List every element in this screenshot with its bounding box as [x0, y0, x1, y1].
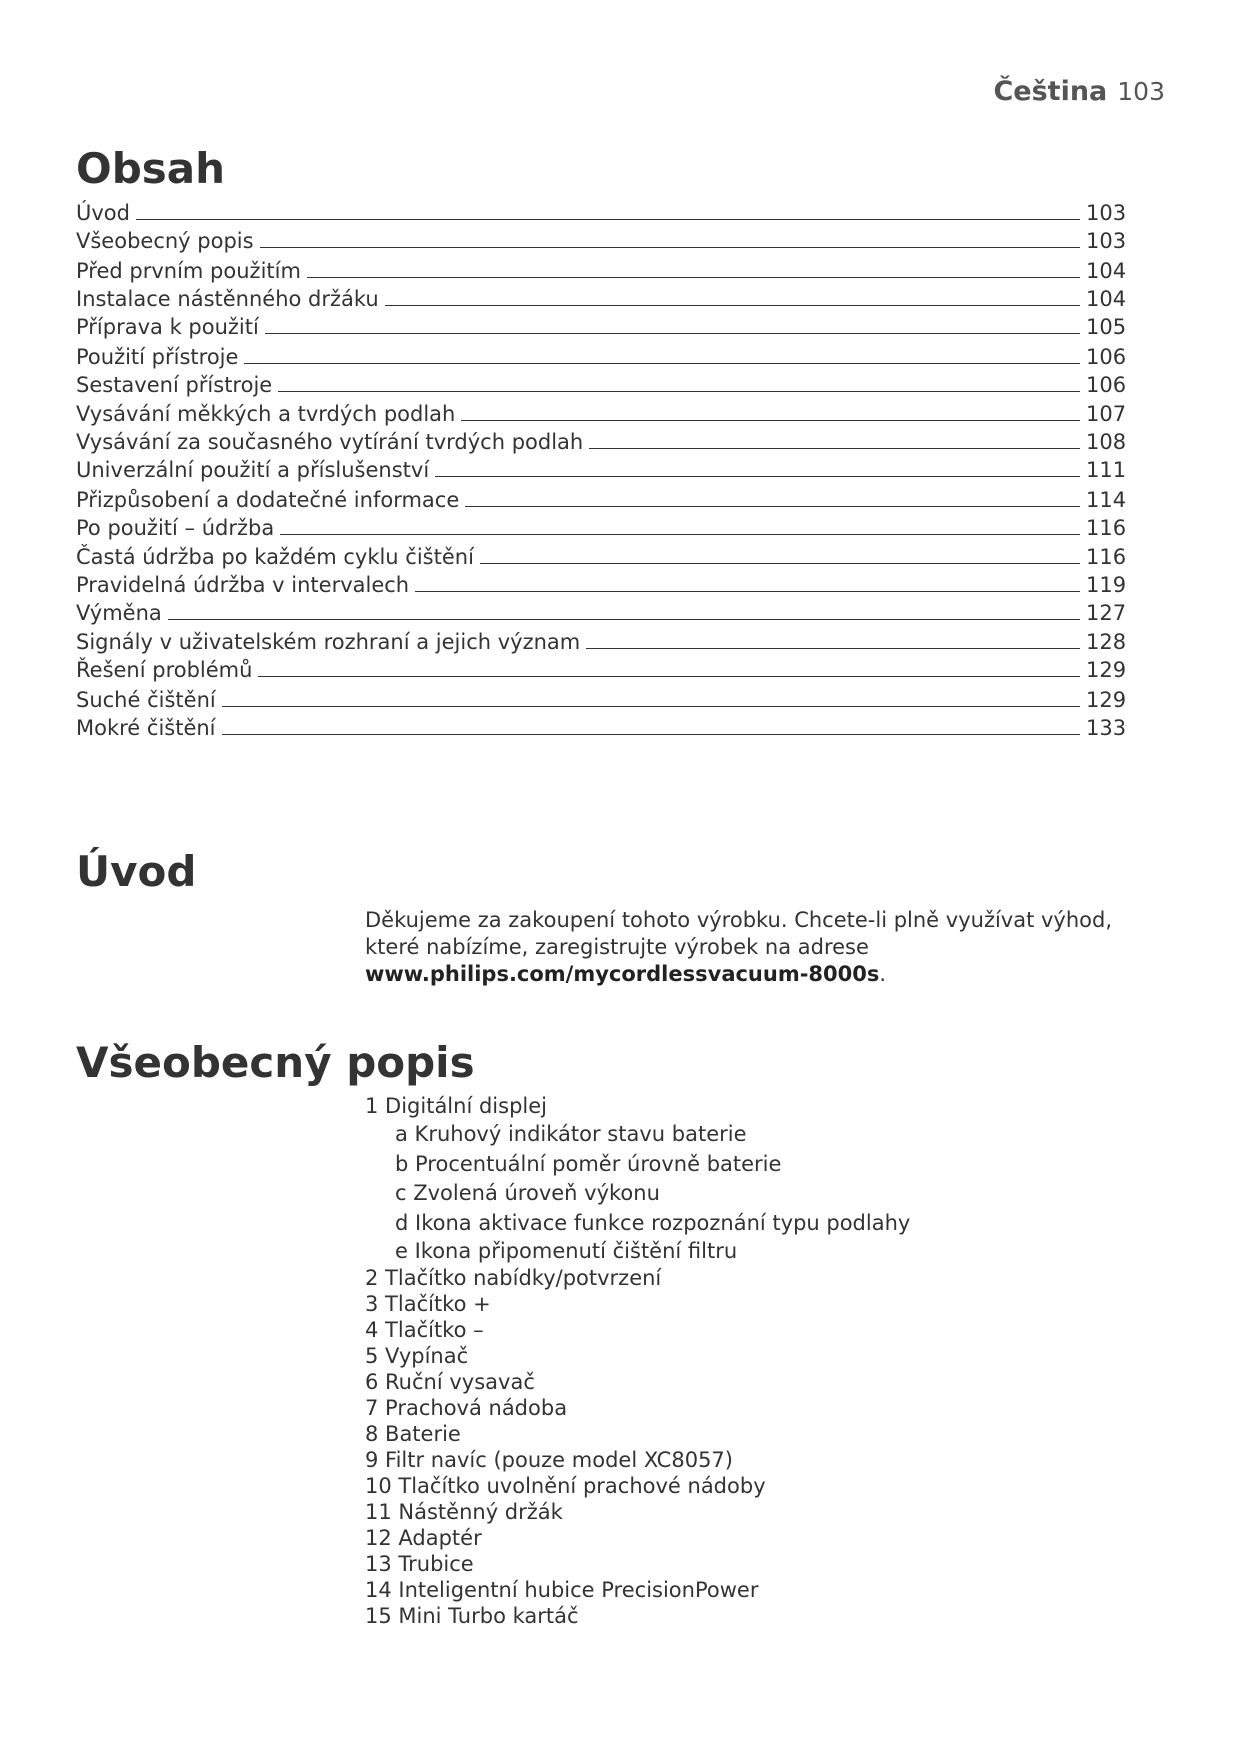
toc-entry-page: 129 — [1086, 688, 1127, 712]
toc-leader-line — [480, 563, 1080, 564]
toc-entry[interactable] — [76, 569, 1130, 597]
toc-entry-label: Mokré čištění — [76, 716, 216, 740]
toc-entry-label: Suché čištění — [76, 688, 216, 712]
toc-entry-page: 106 — [1086, 373, 1127, 397]
parts-subitem: a Kruhový indikátor stavu baterie — [395, 1122, 747, 1146]
parts-item: 3 Tlačítko + — [365, 1292, 491, 1316]
toc-entry-page: 103 — [1086, 229, 1127, 253]
toc-entry[interactable] — [76, 482, 1130, 512]
parts-item: 2 Tlačítko nabídky/potvrzení — [365, 1266, 662, 1290]
toc-entry[interactable] — [76, 196, 1130, 225]
intro-text: Děkujeme za zakoupení tohoto výrobku. Chcete-li plně využívat výhod, které nabízíme, zaregistrujte výrobek na adrese — [365, 908, 1113, 959]
toc-entry-label: Příprava k použití — [76, 315, 259, 339]
toc-leader-line — [168, 619, 1080, 620]
toc-leader-line — [222, 734, 1080, 735]
toc-entry-label: Výměna — [76, 601, 162, 625]
table-of-contents — [76, 196, 1130, 740]
toc-entry[interactable] — [76, 225, 1130, 253]
toc-entry-label: Úvod — [76, 201, 130, 225]
general-description-title: Všeobecný popis — [76, 1038, 475, 1087]
toc-leader-line — [258, 676, 1080, 677]
parts-list — [365, 1093, 1165, 1629]
toc-entry[interactable] — [76, 369, 1130, 397]
toc-entry-page: 133 — [1086, 716, 1127, 740]
toc-entry[interactable] — [76, 253, 1130, 283]
page-header — [993, 76, 1165, 107]
toc-entry-page: 106 — [1086, 345, 1127, 369]
parts-subitem: e Ikona připomenutí čištění filtru — [395, 1239, 738, 1263]
parts-item: 14 Inteligentní hubice PrecisionPower — [365, 1578, 759, 1602]
toc-entry-page: 114 — [1086, 488, 1127, 512]
parts-subitem: c Zvolená úroveň výkonu — [395, 1181, 660, 1205]
toc-entry-page: 104 — [1086, 259, 1127, 283]
toc-entry-page: 111 — [1086, 458, 1127, 482]
toc-entry[interactable] — [76, 682, 1130, 712]
toc-entry-label: Častá údržba po každém cyklu čištění — [76, 545, 474, 569]
intro-paragraph — [365, 907, 1155, 988]
parts-item: 4 Tlačítko – — [365, 1318, 484, 1342]
toc-leader-line — [278, 391, 1080, 392]
parts-item: 11 Nástěnný držák — [365, 1500, 563, 1524]
toc-leader-line — [244, 363, 1080, 364]
toc-entry[interactable] — [76, 712, 1130, 740]
toc-leader-line — [465, 506, 1080, 507]
toc-entry-label: Instalace nástěnného držáku — [76, 287, 379, 311]
parts-item: 1 Digitální displej — [365, 1094, 547, 1118]
toc-entry[interactable] — [76, 339, 1130, 369]
parts-item: 15 Mini Turbo kartáč — [365, 1604, 579, 1628]
toc-entry-page: 116 — [1086, 545, 1127, 569]
toc-entry-page: 119 — [1086, 573, 1127, 597]
toc-leader-line — [415, 591, 1080, 592]
toc-entry[interactable] — [76, 454, 1130, 482]
toc-leader-line — [265, 333, 1080, 334]
parts-item: 10 Tlačítko uvolnění prachové nádoby — [365, 1474, 766, 1498]
toc-entry-label: Před prvním použitím — [76, 259, 301, 283]
toc-entry[interactable] — [76, 654, 1130, 682]
intro-url: www.philips.com/mycordlessvacuum-8000s — [365, 962, 880, 986]
parts-subitem: b Procentuální poměr úrovně baterie — [395, 1152, 782, 1176]
toc-entry-label: Signály v uživatelském rozhraní a jejich význam — [76, 630, 581, 654]
toc-entry-label: Vysávání měkkých a tvrdých podlah — [76, 402, 456, 426]
toc-leader-line — [222, 706, 1080, 707]
toc-entry-label: Řešení problémů — [76, 658, 253, 682]
toc-leader-line — [307, 277, 1080, 278]
toc-leader-line — [280, 534, 1080, 535]
toc-leader-line — [461, 420, 1080, 421]
parts-item: 8 Baterie — [365, 1422, 461, 1446]
toc-entry[interactable] — [76, 597, 1130, 625]
toc-entry-page: 127 — [1086, 601, 1127, 625]
toc-entry-label: Po použití – údržba — [76, 516, 275, 540]
toc-entry[interactable] — [76, 397, 1130, 426]
parts-item: 12 Adaptér — [365, 1526, 482, 1550]
toc-entry-page: 107 — [1086, 402, 1127, 426]
toc-entry-label: Použití přístroje — [76, 345, 239, 369]
toc-entry-page: 128 — [1086, 630, 1127, 654]
toc-entry-label: Pravidelná údržba v intervalech — [76, 573, 410, 597]
parts-item: 5 Vypínač — [365, 1344, 469, 1368]
toc-title: Obsah — [76, 144, 226, 193]
toc-entry[interactable] — [76, 625, 1130, 654]
toc-entry[interactable] — [76, 311, 1130, 339]
toc-entry-label: Sestavení přístroje — [76, 373, 273, 397]
toc-entry[interactable] — [76, 512, 1130, 540]
toc-entry-label: Vysávání za současného vytírání tvrdých podlah — [76, 430, 584, 454]
toc-entry-page: 105 — [1086, 315, 1127, 339]
toc-entry-page: 108 — [1086, 430, 1127, 454]
parts-item: 6 Ruční vysavač — [365, 1370, 535, 1394]
toc-leader-line — [435, 476, 1080, 477]
toc-entry[interactable] — [76, 283, 1130, 311]
toc-entry-label: Přizpůsobení a dodatečné informace — [76, 488, 460, 512]
toc-leader-line — [260, 247, 1080, 248]
header-language: Čeština — [993, 76, 1108, 107]
intro-url-suffix: . — [879, 962, 887, 986]
toc-entry-page: 104 — [1086, 287, 1127, 311]
toc-entry-page: 116 — [1086, 516, 1127, 540]
parts-subitem: d Ikona aktivace funkce rozpoznání typu podlahy — [395, 1211, 911, 1235]
toc-leader-line — [385, 305, 1080, 306]
toc-entry[interactable] — [76, 540, 1130, 569]
parts-item: 9 Filtr navíc (pouze model XC8057) — [365, 1448, 733, 1472]
toc-leader-line — [136, 219, 1080, 220]
toc-entry-label: Všeobecný popis — [76, 229, 254, 253]
parts-item: 7 Prachová nádoba — [365, 1396, 568, 1420]
toc-leader-line — [586, 648, 1080, 649]
toc-entry-label: Univerzální použití a příslušenství — [76, 458, 430, 482]
toc-entry-page: 129 — [1086, 658, 1127, 682]
toc-leader-line — [589, 448, 1080, 449]
intro-title: Úvod — [76, 847, 197, 896]
header-page-number: 103 — [1117, 77, 1165, 106]
toc-entry-page: 103 — [1086, 201, 1127, 225]
toc-entry[interactable] — [76, 426, 1130, 454]
parts-item: 13 Trubice — [365, 1552, 474, 1576]
